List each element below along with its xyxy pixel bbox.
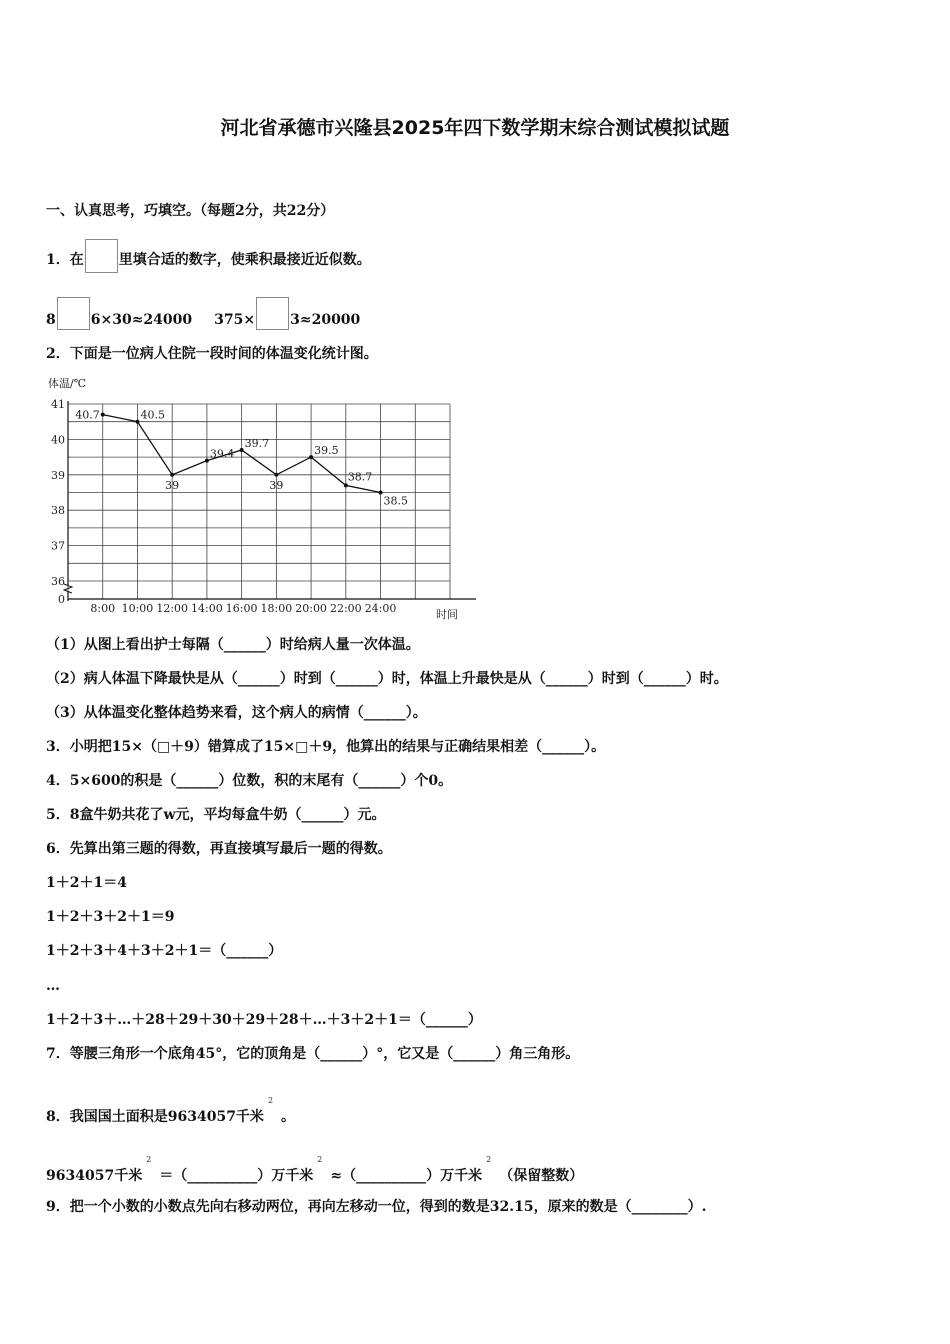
x-tick-label: 12:00 — [156, 602, 189, 615]
q6-line-2: 1＋2＋3＋2＋1＝9 — [46, 909, 175, 925]
data-label: 39 — [165, 478, 180, 492]
question-1 — [46, 239, 371, 273]
section-heading: 一、认真思考，巧填空。（每题2分，共22分） — [46, 203, 335, 219]
x-tick-label: 18:00 — [260, 602, 293, 615]
y-tick-label: 36 — [51, 575, 65, 588]
x-tick-label: 14:00 — [191, 602, 223, 615]
data-label: 39.4 — [209, 447, 235, 461]
x-tick-label: 24:00 — [364, 602, 397, 615]
chart-x-axis-label: 时间 — [436, 608, 458, 621]
data-point — [135, 420, 139, 424]
q1-expr1-a: 8 — [46, 312, 56, 328]
temperature-line-chart — [44, 373, 484, 625]
data-point — [274, 473, 278, 477]
question-8-conversion — [46, 1150, 583, 1186]
data-point — [240, 448, 244, 452]
q8-superscript-a: 2 — [146, 1155, 152, 1164]
question-2-part-3: （3）从体温变化整体趋势来看，这个病人的病情（______）。 — [46, 705, 427, 721]
x-tick-label: 10:00 — [121, 602, 154, 615]
page-title: 河北省承德市兴隆县2025年四下数学期末综合测试模拟试题 — [220, 117, 730, 139]
data-label: 40.5 — [140, 408, 165, 422]
q6-line-1: 1＋2＋1＝4 — [46, 875, 127, 891]
q8-superscript: 2 — [267, 1096, 274, 1105]
question-7: 7．等腰三角形一个底角45°，它的顶角是（______）°，它又是（______）角三角形。 — [46, 1046, 580, 1062]
data-point — [101, 413, 105, 417]
question-3: 3．小明把15×（□＋9）错算成了15×□＋9，他算出的结果与正确结果相差（______）。 — [46, 739, 606, 755]
q1-expr2-b: 3≈20000 — [290, 312, 361, 328]
q1-suffix: 里填合适的数字，使乘积最接近近似数。 — [118, 252, 371, 268]
question-5: 5．8盒牛奶共花了w元，平均每盒牛奶（______）元。 — [46, 807, 386, 823]
q6-line-4: … — [46, 978, 60, 994]
data-label: 39.5 — [314, 444, 339, 458]
x-tick-label: 20:00 — [295, 602, 327, 615]
question-8 — [46, 1091, 295, 1127]
question-1-expressions — [46, 297, 360, 330]
y-tick-label: 37 — [51, 539, 65, 553]
x-tick-label: 16:00 — [225, 602, 258, 615]
q8-part-a: 9634057千米 — [46, 1168, 143, 1184]
data-point — [309, 455, 313, 459]
question-2-part-2: （2）病人体温下降最快是从（______）时到（______）时，体温上升最快是从（______）时到（______）时。 — [46, 671, 728, 687]
axis-break-mark — [64, 584, 72, 593]
chart-y-ticks — [51, 398, 65, 606]
q8-part-d: （保留整数） — [499, 1168, 584, 1184]
chart-y-axis-label: 体温/℃ — [48, 377, 87, 390]
x-tick-label: 22:00 — [329, 602, 362, 615]
y-tick-label: 40 — [51, 433, 65, 447]
question-4: 4．5×600的积是（______）位数，积的末尾有（______）个0。 — [46, 773, 453, 789]
chart-axes — [64, 401, 476, 601]
question-6: 6．先算出第三题的得数，再直接填写最后一题的得数。 — [46, 841, 392, 857]
data-point — [170, 473, 174, 477]
q1-expr2-a: 375× — [214, 312, 256, 328]
q8-part-b: ＝（__________）万千米 — [159, 1168, 314, 1184]
y-tick-label: 41 — [51, 398, 65, 411]
data-point — [205, 459, 209, 463]
q6-line-5: 1＋2＋3＋…＋28＋29＋30＋29＋28＋…＋3＋2＋1＝（______） — [46, 1012, 482, 1028]
chart-x-ticks — [90, 602, 396, 615]
y-tick-label: 38 — [51, 504, 65, 518]
question-2-part-1: （1）从图上看出护士每隔（______）时给病人量一次体温。 — [46, 637, 420, 653]
y-tick-label: 39 — [51, 468, 65, 482]
answer-box-1[interactable] — [57, 297, 90, 330]
x-tick-label: 8:00 — [90, 602, 116, 615]
answer-box-2[interactable] — [256, 297, 289, 330]
question-9: 9．把一个小数的小数点先向右移动两位，再向左移动一位，得到的数是32.15，原来的数是（________）. — [46, 1199, 707, 1215]
data-label: 39.7 — [244, 437, 270, 451]
q6-line-3: 1＋2＋3＋4＋3＋2＋1＝（______） — [46, 943, 283, 959]
q1-prefix: 1．在 — [46, 252, 84, 268]
data-point — [379, 491, 383, 495]
data-label: 38.5 — [383, 494, 409, 508]
q8-part-c: ≈（__________）万千米 — [330, 1168, 483, 1184]
q8-stem: 8．我国国土面积是9634057千米 — [46, 1109, 264, 1125]
q8-superscript-c: 2 — [486, 1155, 492, 1164]
y-tick-label: 0 — [58, 593, 65, 606]
question-2: 2．下面是一位病人住院一段时间的体温变化统计图。 — [46, 346, 378, 362]
data-label: 38.7 — [347, 470, 373, 484]
data-point — [344, 483, 348, 487]
data-label: 39 — [269, 478, 284, 492]
q8-superscript-b: 2 — [317, 1155, 323, 1164]
data-label: 40.7 — [75, 408, 100, 422]
answer-box[interactable] — [85, 239, 118, 273]
q8-end: 。 — [281, 1109, 296, 1125]
q1-expr1-b: 6×30≈24000 — [90, 312, 193, 328]
